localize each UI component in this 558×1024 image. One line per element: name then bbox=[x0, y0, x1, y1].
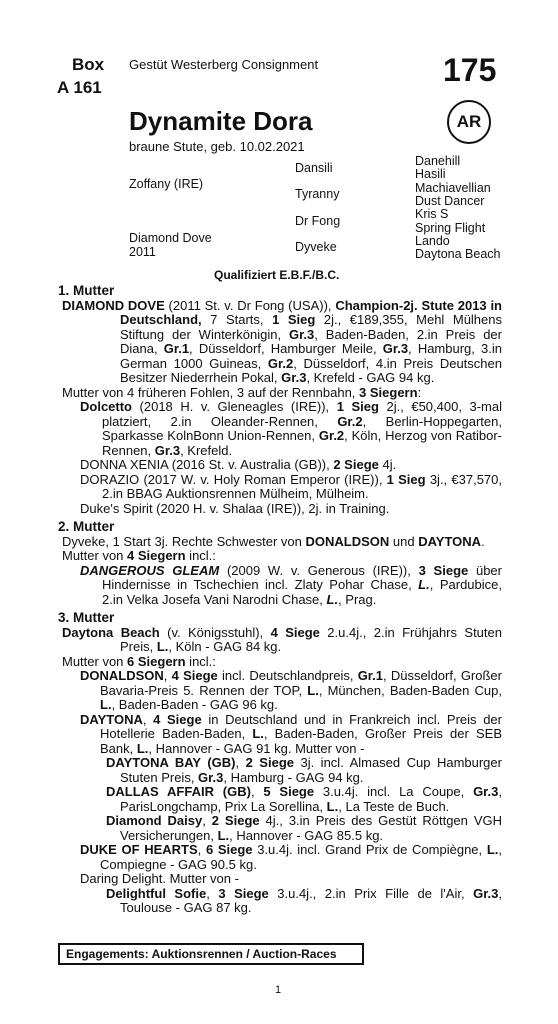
pedigree-sire: Zoffany (IRE) bbox=[129, 177, 204, 191]
family-paragraph: DUKE OF HEARTS, 6 Siege 3.u.4j. incl. Grand Prix de Compiègne, L., Compiegne - GAG 90.5 kg. bbox=[80, 842, 503, 872]
lot-number: 175 bbox=[443, 52, 497, 88]
pedigree-gen3: Spring Flight bbox=[415, 221, 486, 235]
family-paragraph: Diamond Daisy, 2 Siege 4j., 3.in Preis des Gestüt Röttgen VGH Versicherungen, L., Hannover - GAG 85.5 kg. bbox=[106, 813, 502, 843]
family-paragraph: DONALDSON, 4 Siege incl. Deutschlandpreis, Gr.1, Düsseldorf, Großer Bavaria-Preis 5. Rennen der TOP, L., München, Baden-Baden Cup, L., Baden-Baden - GAG 96 kg. bbox=[80, 668, 502, 712]
pedigree-gen3: Lando bbox=[415, 234, 450, 248]
consignor: Gestüt Westerberg Consignment bbox=[129, 57, 319, 72]
ar-badge: AR bbox=[447, 100, 491, 144]
horse-description: braune Stute, geb. 10.02.2021 bbox=[129, 139, 305, 154]
family-paragraph: DAYTONA, 4 Siege in Deutschland und in Frankreich incl. Preis der Hotellerie Baden-Baden, L., Baden-Baden, Großer Preis der SEB Bank, L., Hannover - GAG 91 kg. Mutter von - bbox=[80, 711, 502, 756]
box-number: A 161 bbox=[57, 78, 102, 97]
engagements-box: Engagements: Auktionsrennen / Auction-Races bbox=[58, 943, 364, 965]
pedigree-gen3: Dust Dancer bbox=[415, 194, 485, 208]
horse-name: Dynamite Dora bbox=[129, 106, 313, 136]
page-number: 1 bbox=[275, 984, 282, 996]
family-notes bbox=[58, 284, 502, 916]
pedigree-gen2: Dr Fong bbox=[295, 214, 341, 228]
family-paragraph: DAYTONA BAY (GB), 2 Siege 3j. incl. Almased Cup Hamburger Stuten Preis, Gr.3, Hamburg - GAG 94 kg. bbox=[106, 755, 502, 785]
family-paragraph: DALLAS AFFAIR (GB), 5 Siege 3.u.4j. incl. La Coupe, Gr.3, ParisLongchamp, Prix La Sorellina, L., La Teste de Buch. bbox=[106, 784, 502, 814]
section-title: 1. Mutter bbox=[58, 283, 115, 298]
pedigree-gen3: Hasili bbox=[415, 167, 446, 181]
family-paragraph: DIAMOND DOVE (2011 St. v. Dr Fong (USA)), Champion-2j. Stute 2013 in Deutschland, 7 Starts, 1 Sieg 2j., €189,355, Mehl Mülhens Stiftung der Winterkönigin, Gr.3, Baden-Baden, 2.in Preis der Diana, Gr.1, Düsseldorf, Hamburger Meile, Gr.3, Hamburg, 3.in German 1000 Guineas, Gr.2, Düsseldorf, 4.in Preis Deutschen Besitzer Niederrhein Pokal, Gr.3, Krefeld - GAG 94 kg. bbox=[62, 297, 503, 385]
family-paragraph: Mutter von 4 früheren Fohlen, 3 auf der Rennbahn, 3 Siegern: bbox=[62, 384, 422, 400]
pedigree-dam-year: 2011 bbox=[129, 245, 156, 259]
pedigree-gen2: Dansili bbox=[295, 161, 333, 175]
family-paragraph: Duke's Spirit (2020 H. v. Shalaa (IRE)), 2j. in Training. bbox=[80, 500, 390, 516]
pedigree-gen3: Daytona Beach bbox=[415, 247, 501, 261]
section-title: 2. Mutter bbox=[58, 519, 115, 534]
family-paragraph: DONNA XENIA (2016 St. v. Australia (GB)), 2 Siege 4j. bbox=[80, 457, 397, 472]
pedigree-gen2: Dyveke bbox=[295, 240, 337, 254]
family-paragraph: DANGEROUS GLEAM (2009 W. v. Generous (IRE)), 3 Siege über Hindernisse in Tschechien incl. Zlaty Pohar Chase, L., Pardubice, 2.in Velka Josefa Vani Narodni Chase, L., Prag. bbox=[80, 562, 502, 607]
family-paragraph: Dyveke, 1 Start 3j. Rechte Schwester von DONALDSON und DAYTONA. bbox=[62, 533, 485, 549]
family-paragraph: Daytona Beach (v. Königsstuhl), 4 Siege 2.u.4j., 2.in Frühjahrs Stuten Preis, L., Köln - GAG 84 kg. bbox=[62, 624, 502, 654]
pedigree-dam: Diamond Dove bbox=[129, 231, 212, 245]
family-paragraph: Delightful Sofie, 3 Siege 3.u.4j., 2.in Prix Fille de l'Air, Gr.3, Toulouse - GAG 87 kg. bbox=[106, 885, 502, 915]
section-title: 3. Mutter bbox=[58, 610, 115, 625]
family-paragraph: Mutter von 4 Siegern incl.: bbox=[62, 548, 216, 563]
family-paragraph: DORAZIO (2017 W. v. Holy Roman Emperor (IRE)), 1 Sieg 3j., €37,570, 2.in BBAG Auktionsrennen Mülheim, Mülheim. bbox=[80, 471, 503, 501]
pedigree-gen3: Danehill bbox=[415, 154, 461, 168]
family-paragraph: Mutter von 6 Siegern incl.: bbox=[62, 653, 216, 669]
family-paragraph: Dolcetto (2018 H. v. Gleneagles (IRE)), 1 Sieg 2j., €50,400, 3-mal platziert, 2.in Oleander-Rennen, Gr.2, Berlin-Hoppegarten, Sparkasse KolnBonn Union-Rennen, Gr.2, Köln, Herzog von Ratibor-Rennen, Gr.3, Krefeld. bbox=[80, 399, 502, 458]
pedigree-gen2: Tyranny bbox=[295, 187, 340, 201]
qualification: Qualifiziert E.B.F./B.C. bbox=[214, 268, 340, 282]
pedigree-gen3: Kris S bbox=[415, 207, 449, 221]
box-label: Box bbox=[72, 55, 105, 74]
family-paragraph: Daring Delight. Mutter von - bbox=[80, 871, 239, 886]
pedigree-gen3: Machiavellian bbox=[415, 181, 491, 195]
